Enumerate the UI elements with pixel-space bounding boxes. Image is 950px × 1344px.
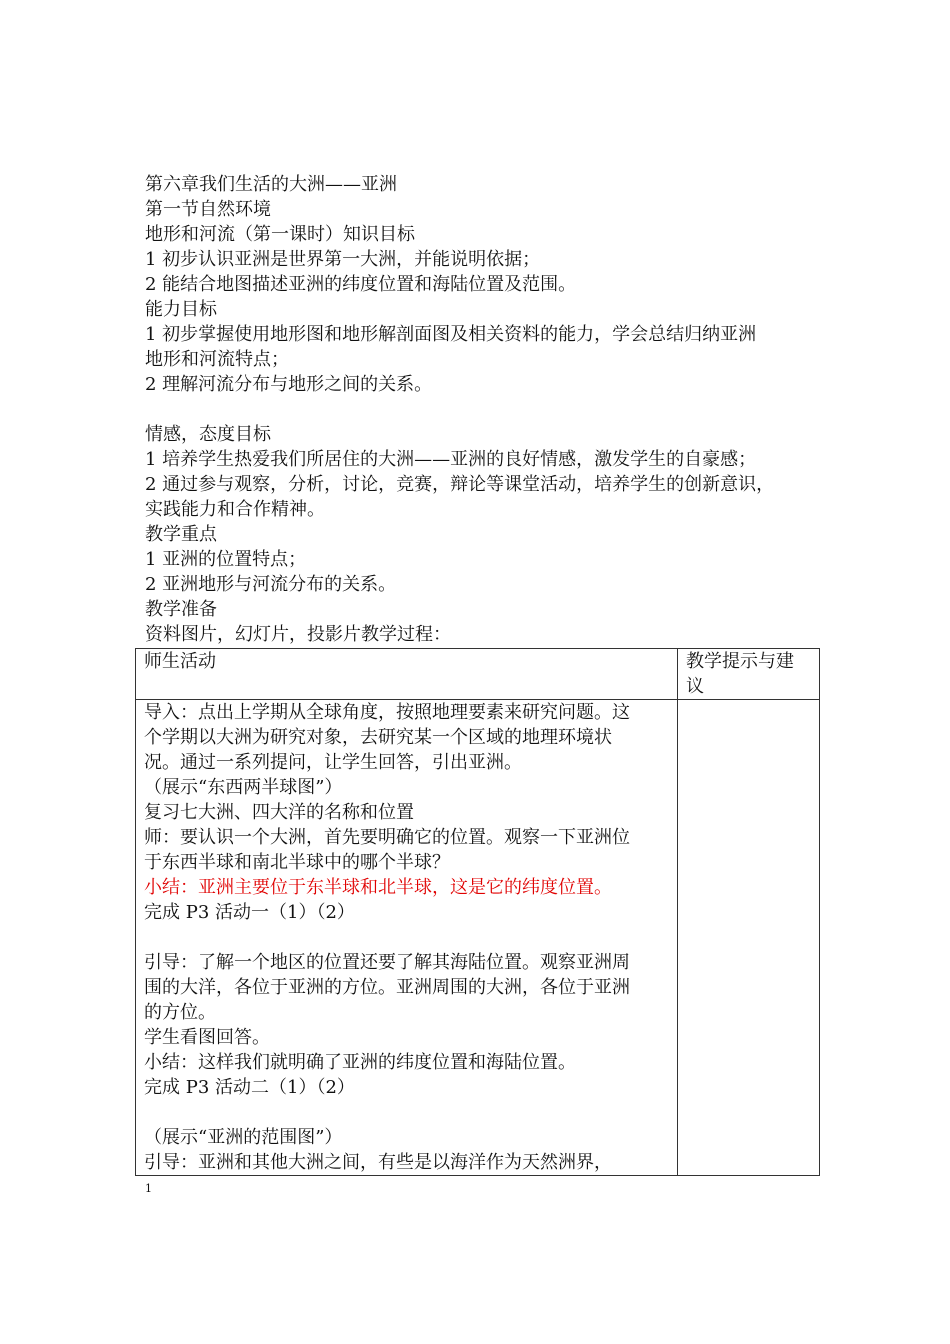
- activity-line: 围的大洋，各位于亚洲的方位。亚洲周围的大洲，各位于亚洲: [144, 977, 630, 998]
- header-tips-line-1: 教学提示与建: [686, 651, 794, 672]
- summary-highlight: 小结：亚洲主要位于东半球和北半球，这是它的纬度位置。: [144, 877, 612, 898]
- activity-line: 的方位。: [144, 1002, 216, 1023]
- page-number: 1: [145, 1182, 152, 1195]
- intro-section: [145, 172, 825, 647]
- preparation-heading: 教学准备: [145, 599, 217, 620]
- blank-line: [144, 1100, 669, 1125]
- preparation-text: 资料图片，幻灯片，投影片教学过程：: [145, 624, 451, 645]
- ability-goal-2: 2 理解河流分布与地形之间的关系。: [145, 374, 433, 395]
- activity-line: 师：要认识一个大洲，首先要明确它的位置。观察一下亚洲位: [144, 827, 630, 848]
- activity-line: （展示“亚洲的范围图”）: [144, 1127, 343, 1148]
- blank-line: [144, 925, 669, 950]
- key-point-2: 2 亚洲地形与河流分布的关系。: [145, 574, 397, 595]
- header-tips-line-2: 议: [686, 676, 704, 697]
- activity-line: （展示“东西两半球图”）: [144, 777, 343, 798]
- ability-goal-heading: 能力目标: [145, 299, 217, 320]
- key-points-heading: 教学重点: [145, 524, 217, 545]
- knowledge-goal-1: 1 初步认识亚洲是世界第一大洲，并能说明依据；: [145, 249, 541, 270]
- emotion-goal-2-cont: 实践能力和合作精神。: [145, 499, 325, 520]
- header-tips-cell: [678, 649, 820, 700]
- header-activity-cell: [136, 649, 678, 700]
- activity-cell: [136, 700, 678, 1176]
- emotion-goal-1: 1 培养学生热爱我们所居住的大洲——亚洲的良好情感，激发学生的自豪感；: [145, 449, 757, 470]
- activity-line: 况。通过一系列提问，让学生回答，引出亚洲。: [144, 752, 522, 773]
- activity-line: 引导：了解一个地区的位置还要了解其海陆位置。观察亚洲周: [144, 952, 630, 973]
- activity-line: 于东西半球和南北半球中的哪个半球？: [144, 852, 450, 873]
- activity-line: 引导：亚洲和其他大洲之间，有些是以海洋作为天然洲界，: [144, 1152, 612, 1173]
- key-point-1: 1 亚洲的位置特点；: [145, 549, 307, 570]
- ability-goal-1: 1 初步掌握使用地形图和地形解剖面图及相关资料的能力，学会总结归纳亚洲: [145, 324, 757, 345]
- table-header-row: [136, 649, 820, 700]
- header-activity: 师生活动: [144, 651, 216, 672]
- ability-goal-1-cont: 地形和河流特点；: [145, 349, 289, 370]
- activity-line: 复习七大洲、四大洋的名称和位置: [144, 802, 414, 823]
- activity-line: 学生看图回答。: [144, 1027, 270, 1048]
- emotion-goal-2: 2 通过参与观察，分析，讨论，竞赛，辩论等课堂活动，培养学生的创新意识，: [145, 474, 775, 495]
- chapter-title: 第六章我们生活的大洲——亚洲: [145, 174, 397, 195]
- activity-line: 小结：这样我们就明确了亚洲的纬度位置和海陆位置。: [144, 1052, 576, 1073]
- teaching-process-table: [135, 648, 820, 1176]
- knowledge-goal-2: 2 能结合地图描述亚洲的纬度位置和海陆位置及范围。: [145, 274, 577, 295]
- activity-line: 完成 P3 活动一（1）（2）: [144, 902, 355, 923]
- blank-line: [145, 397, 825, 422]
- section-title: 第一节自然环境: [145, 199, 271, 220]
- emotion-goal-heading: 情感，态度目标: [145, 424, 271, 445]
- activity-line: 个学期以大洲为研究对象，去研究某一个区域的地理环境状: [144, 727, 612, 748]
- tips-cell: [678, 700, 820, 1176]
- activity-line: 完成 P3 活动二（1）（2）: [144, 1077, 355, 1098]
- table-body-row: [136, 700, 820, 1176]
- lesson-title: 地形和河流（第一课时）知识目标: [145, 224, 415, 245]
- activity-line: 导入：点出上学期从全球角度，按照地理要素来研究问题。这: [144, 702, 630, 723]
